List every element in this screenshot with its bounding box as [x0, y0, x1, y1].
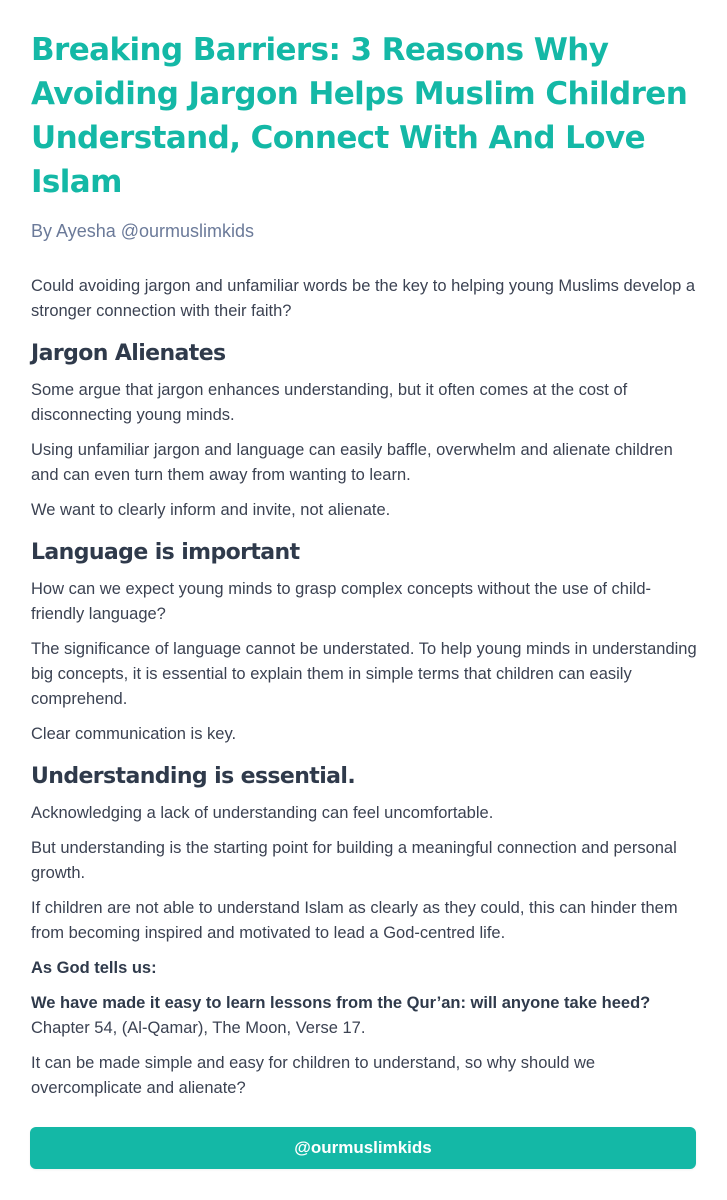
paragraph: Using unfamiliar jargon and language can easily baffle, overwhelm and alienate children and can even turn them away from wanting to learn. [31, 441, 673, 484]
article-title: Breaking Barriers: 3 Reasons Why Avoiding Jargon Helps Muslim Children Understand, Connect With And Love Islam [31, 32, 688, 200]
paragraph: Some argue that jargon enhances understanding, but it often comes at the cost of disconnecting young minds. [31, 381, 628, 424]
paragraph: We want to clearly inform and invite, not alienate. [31, 501, 391, 519]
closing-paragraph: It can be made simple and easy for children to understand, so why should we overcomplicate and alienate? [31, 1054, 596, 1097]
quote-source: Chapter 54, (Al-Qamar), The Moon, Verse 17. [31, 1019, 366, 1037]
footer-handle-banner [30, 1127, 696, 1169]
quote-text: We have made it easy to learn lessons from the Qur’an: will anyone take heed? [31, 994, 651, 1012]
quote-intro: As God tells us: [31, 959, 157, 977]
paragraph: How can we expect young minds to grasp complex concepts without the use of child-friendly language? [31, 580, 651, 623]
section-heading-understanding-is-essential: Understanding is essential. [31, 764, 356, 789]
paragraph: Clear communication is key. [31, 725, 237, 743]
byline: By Ayesha @ourmuslimkids [31, 221, 255, 241]
section-heading-jargon-alienates: Jargon Alienates [31, 341, 226, 366]
article [31, 28, 699, 1101]
paragraph: Acknowledging a lack of understanding can feel uncomfortable. [31, 804, 494, 822]
paragraph: The significance of language cannot be understated. To help young minds in understanding big concepts, it is essential to explain them in simple terms that children can easily comprehend. [31, 640, 697, 708]
footer-handle: @ourmuslimkids [294, 1138, 432, 1157]
section-heading-language-is-important: Language is important [31, 540, 300, 565]
paragraph: If children are not able to understand Islam as clearly as they could, this can hinder them from becoming inspired and motivated to lead a God-centred life. [31, 899, 678, 942]
paragraph: But understanding is the starting point for building a meaningful connection and personal growth. [31, 839, 677, 882]
quote-block [31, 991, 699, 1041]
intro-paragraph: Could avoiding jargon and unfamiliar words be the key to helping young Muslims develop a stronger connection with their faith? [31, 277, 696, 320]
